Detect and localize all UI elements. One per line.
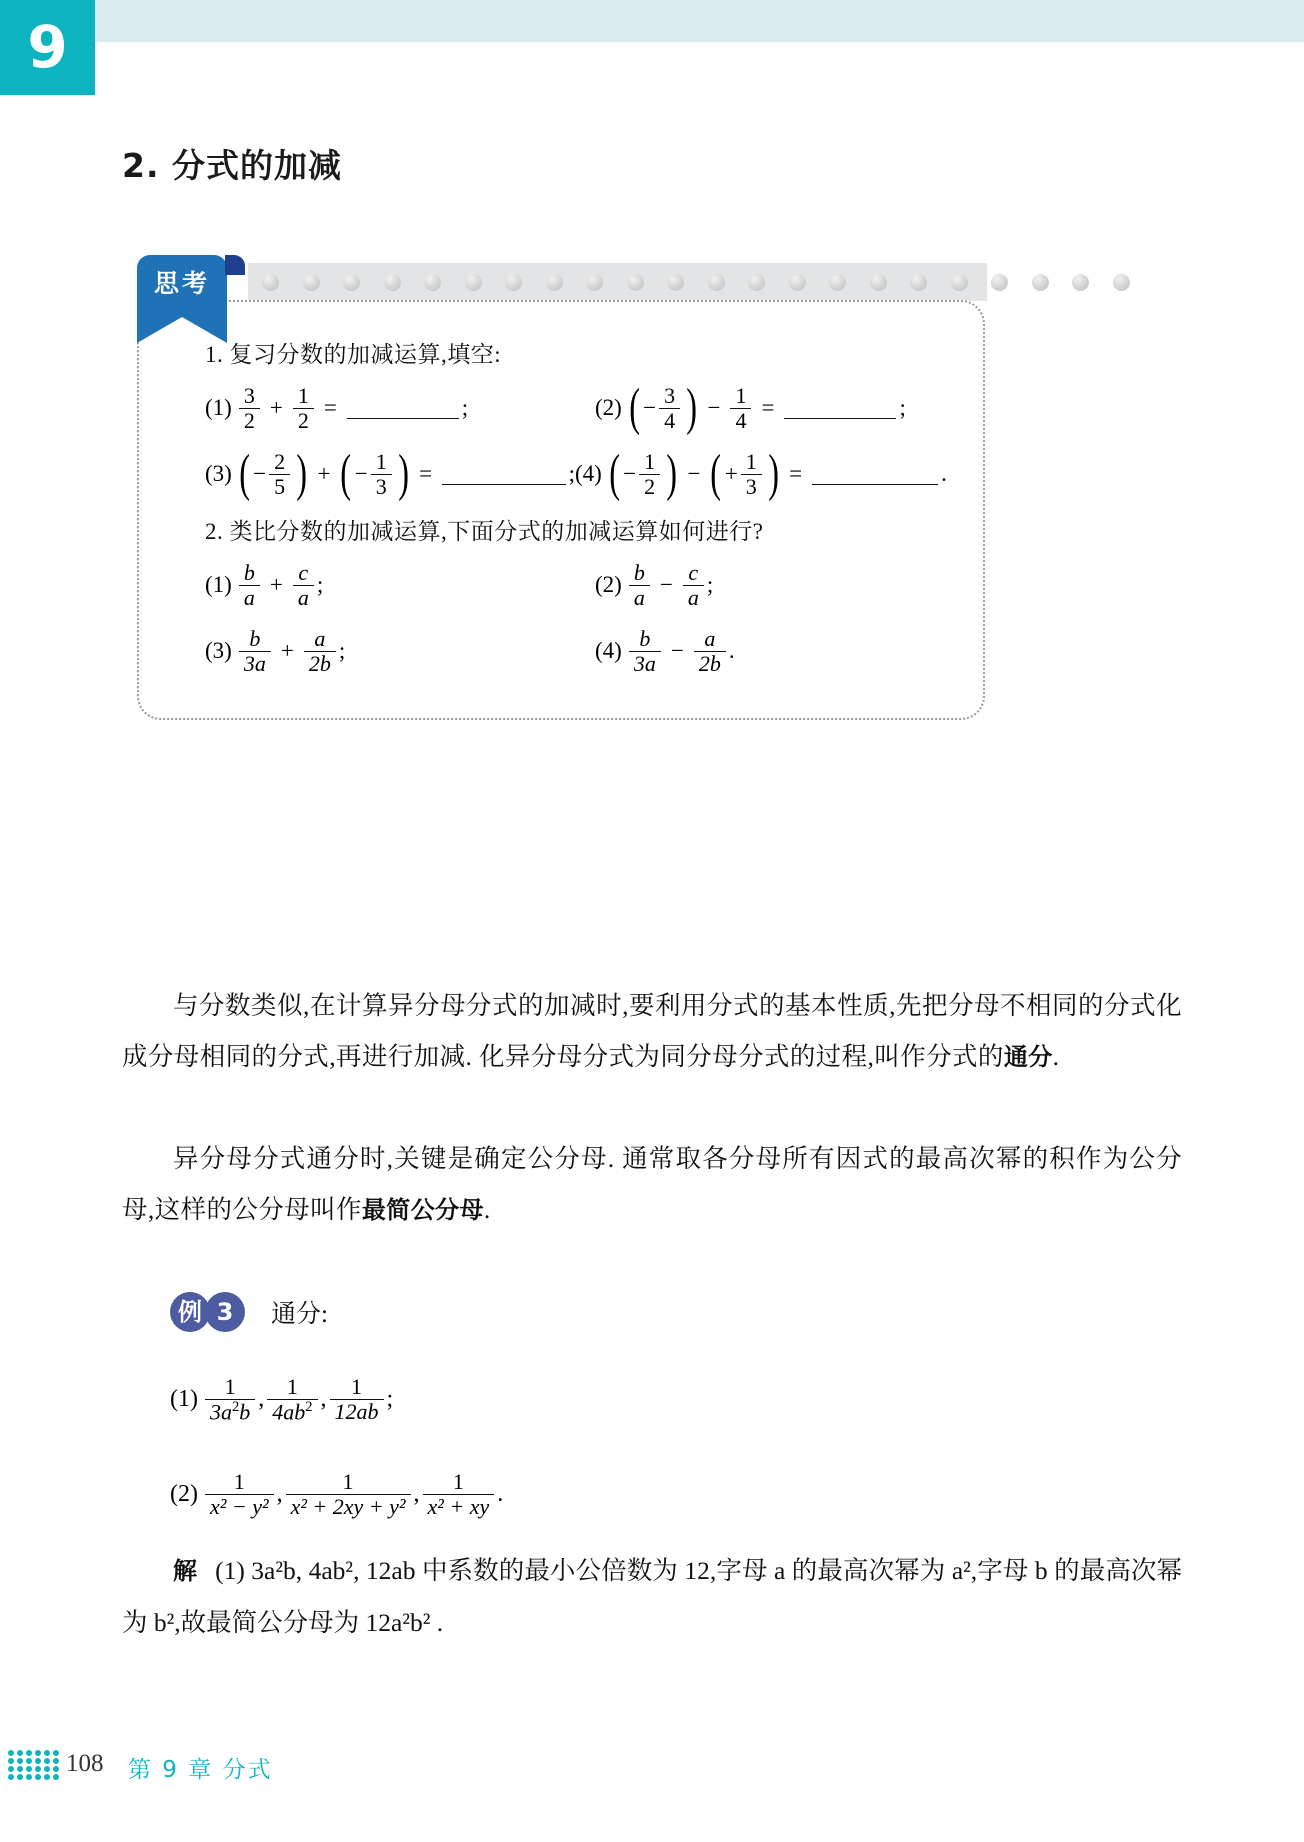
paren-open: ( <box>340 444 352 502</box>
expr-q1-3 <box>205 444 575 502</box>
hole-icon <box>465 274 482 291</box>
paren-open: ( <box>710 444 722 502</box>
fraction: $\frac{b}{a}$ <box>239 561 260 610</box>
hole-icon <box>708 274 725 291</box>
separator: , <box>413 1480 420 1507</box>
punctuation: . <box>497 1480 504 1507</box>
fraction: $\frac{1}{2}$ <box>293 384 314 433</box>
operator: − <box>707 395 721 420</box>
expr-label: (4) <box>575 461 602 486</box>
operator: + <box>317 461 331 486</box>
operator: + <box>269 572 283 597</box>
question-2-row-b <box>205 618 945 684</box>
solution-label: 解 <box>173 1557 198 1585</box>
hole-icon <box>505 274 522 291</box>
operator: − <box>659 572 673 597</box>
hole-icon <box>1032 274 1049 291</box>
tab-fold-icon <box>225 255 245 275</box>
expr-q2-3 <box>205 627 595 676</box>
question-1-text: 1. 复习分数的加减运算,填空: <box>205 342 502 367</box>
hole-icon <box>910 274 927 291</box>
fraction: $\frac{a}{2b}$ <box>304 627 336 676</box>
answer-blank[interactable] <box>784 398 896 419</box>
punctuation: ; <box>316 572 324 597</box>
fraction: $\frac{1}{\text{x² − y²}}$ <box>205 1470 274 1519</box>
fraction: $\frac{c}{a}$ <box>683 561 704 610</box>
fraction: $\frac{b}{3a}$ <box>239 627 271 676</box>
expr-label: (3) <box>205 461 232 486</box>
paragraph-2-block <box>122 1133 1182 1236</box>
operator: − <box>687 461 701 486</box>
fraction: $\frac{1}{3}$ <box>371 450 392 499</box>
expr-label: (3) <box>205 638 232 663</box>
fraction: $\frac{1}{12ab}$ <box>330 1375 384 1424</box>
equals-sign: = <box>323 395 337 420</box>
page-title: 2. 分式的加减 <box>122 146 342 185</box>
fraction: $\frac{1}{4}$ <box>730 384 751 433</box>
punctuation: ; <box>899 395 906 420</box>
question-2-text: 2. 类比分数的加减运算,下面分式的加减运算如何进行? <box>205 519 764 544</box>
tab-point-icon <box>137 317 227 343</box>
page-footer <box>0 1746 1304 1786</box>
answer-blank[interactable] <box>442 464 566 485</box>
separator: , <box>276 1480 283 1507</box>
notebook-strip <box>248 263 987 301</box>
notebook-holes <box>262 274 1130 291</box>
paren-close: ) <box>686 378 698 436</box>
hole-icon <box>829 274 846 291</box>
punctuation: ; <box>461 395 469 420</box>
hole-icon <box>870 274 887 291</box>
expr-label: (2) <box>595 395 622 420</box>
sign: − <box>623 461 637 486</box>
hole-icon <box>384 274 401 291</box>
example-header <box>170 1292 328 1332</box>
example-badge-number: 3 <box>205 1292 245 1332</box>
fraction: $\frac{1}{\text{x² + 2xy + y²}}$ <box>286 1470 411 1519</box>
term-tongfen: 通分 <box>1003 1043 1053 1071</box>
operator: + <box>269 395 283 420</box>
sign: − <box>354 461 368 486</box>
paragraph-1-text: 与分数类似,在计算异分母分式的加减时,要利用分式的基本性质,先把分母不相同的分式化成分母相同的分式,再进行加减. 化异分母分式为同分母分式的过程,叫作分式的 <box>122 991 1182 1071</box>
paren-open: ( <box>609 444 620 502</box>
fraction: $\frac{1}{3}$ <box>741 450 762 499</box>
fraction: $\frac{3}{2}$ <box>239 384 260 433</box>
separator: , <box>320 1385 327 1412</box>
paragraph-1-block <box>122 980 1182 1083</box>
answer-blank[interactable] <box>347 398 459 419</box>
page-number: 108 <box>66 1750 104 1777</box>
equals-sign: = <box>761 395 775 420</box>
fraction: $\frac{1}{4ab^2}$ <box>267 1375 317 1424</box>
footer-chapter-label: 第 9 章 分式 <box>128 1757 273 1783</box>
paren-close: ) <box>666 444 678 502</box>
hole-icon <box>627 274 644 291</box>
example-title: 通分: <box>271 1301 328 1328</box>
fraction: $\frac{1}{2}$ <box>639 450 660 499</box>
hole-icon <box>424 274 441 291</box>
expr-q2-2 <box>595 561 713 610</box>
sign: − <box>643 395 657 420</box>
paragraph-2 <box>122 1133 1182 1236</box>
fraction: $\frac{1}{3a^2b}$ <box>205 1375 255 1424</box>
punctuation: . <box>728 638 735 663</box>
punctuation: . <box>941 461 947 486</box>
expr-label: (4) <box>595 638 622 663</box>
hole-icon <box>1072 274 1089 291</box>
hole-icon <box>991 274 1008 291</box>
paren-close: ) <box>768 444 779 502</box>
expr-label: (2) <box>595 572 622 597</box>
solution-block <box>122 1545 1182 1648</box>
expr-q1-1 <box>205 384 595 433</box>
sign: − <box>253 461 267 486</box>
think-box-content <box>137 300 985 720</box>
fraction: $\frac{3}{4}$ <box>659 384 680 433</box>
hole-icon <box>667 274 684 291</box>
fraction: $\frac{c}{a}$ <box>293 561 314 610</box>
hole-icon <box>1113 274 1130 291</box>
hole-icon <box>748 274 765 291</box>
punctuation: ; <box>386 1385 394 1412</box>
hole-icon <box>546 274 563 291</box>
example-item-1 <box>170 1375 393 1424</box>
paren-close: ) <box>398 444 409 502</box>
punctuation: ; <box>706 572 714 597</box>
question-1-row-b <box>205 441 945 507</box>
fraction: $\frac{b}{a}$ <box>629 561 650 610</box>
fraction: $\frac{2}{5}$ <box>269 450 290 499</box>
expr-label: (2) <box>170 1480 198 1507</box>
expr-label: (1) <box>170 1385 198 1412</box>
example-badge-char: 例 <box>170 1292 210 1332</box>
fraction: $\frac{1}{\text{x² + xy}}$ <box>423 1470 495 1519</box>
example-item-2 <box>170 1470 503 1519</box>
paren-open: ( <box>629 378 640 436</box>
hole-icon <box>789 274 806 291</box>
fraction: $\frac{b}{3a}$ <box>629 627 661 676</box>
paren-open: ( <box>239 444 250 502</box>
punctuation: ; <box>568 461 575 486</box>
solution-line <box>122 1545 1182 1648</box>
equals-sign: = <box>789 461 803 486</box>
expr-q1-4 <box>575 444 947 502</box>
paragraph-2-text: 异分母分式通分时,关键是确定公分母. 通常取各分母所有因式的最高次幂的积作为公分母,这样的公分母叫作 <box>122 1144 1182 1224</box>
hole-icon <box>262 274 279 291</box>
operator: − <box>670 638 684 663</box>
hole-icon <box>951 274 968 291</box>
hole-icon <box>343 274 360 291</box>
question-2-row-a <box>205 552 945 618</box>
solution-text: (1) 3a²b, 4ab², 12ab 中系数的最小公倍数为 12,字母 a 的最高次幂为 a²,字母 b 的最高次幂为 b²,故最简公分母为 12a²b² . <box>122 1556 1183 1637</box>
answer-blank[interactable] <box>812 464 938 485</box>
equals-sign: = <box>419 461 433 486</box>
punctuation: ; <box>338 638 346 663</box>
paragraph-2-end: . <box>483 1195 491 1224</box>
paragraph-1-end: . <box>1052 1042 1060 1071</box>
paragraph-1 <box>122 980 1182 1083</box>
think-tab-label: 思考 <box>153 269 210 298</box>
header-band <box>0 0 1304 42</box>
hole-icon <box>586 274 603 291</box>
sign: + <box>724 461 738 486</box>
chapter-number-badge: 9 <box>0 0 95 95</box>
expr-label: (1) <box>205 395 232 420</box>
expr-q2-4 <box>595 627 735 676</box>
expr-q2-1 <box>205 561 595 610</box>
footer-dots-decoration <box>8 1750 66 1782</box>
operator: + <box>280 638 294 663</box>
term-zuijian-gongfenmu: 最简公分母 <box>361 1196 484 1224</box>
paren-close: ) <box>296 444 308 502</box>
expr-q1-2 <box>595 378 906 436</box>
question-1-row-a <box>205 375 945 441</box>
separator: , <box>258 1385 265 1412</box>
expr-label: (1) <box>205 572 232 597</box>
hole-icon <box>303 274 320 291</box>
fraction: $\frac{a}{2b}$ <box>694 627 726 676</box>
think-tab <box>137 255 227 317</box>
